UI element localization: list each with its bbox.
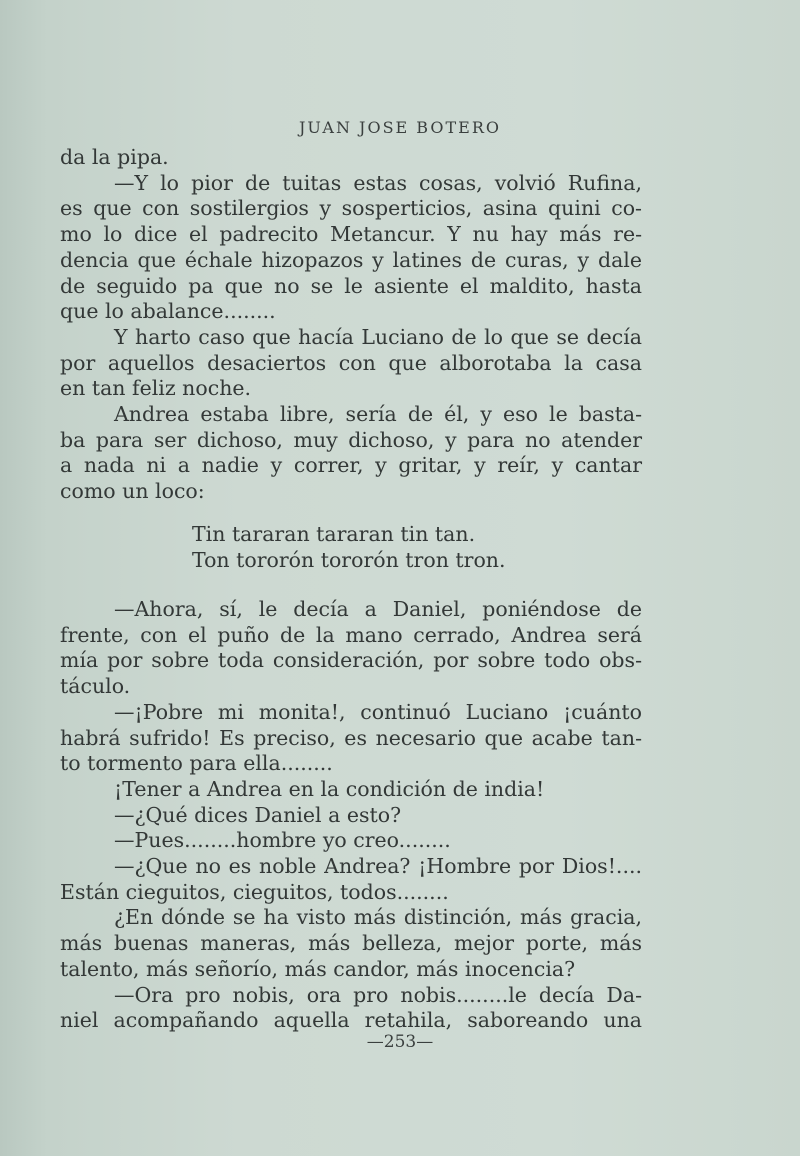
text-line: de seguido pa que no se le asiente el maldito, hasta xyxy=(60,273,642,298)
page-number: —253— xyxy=(366,1032,434,1052)
text-line: da la pipa. xyxy=(60,145,169,169)
text-line: a nada ni a nadie y correr, y gritar, y reír, y cantar xyxy=(60,453,642,478)
text-line: niel acompañando aquella retahila, saboreando una xyxy=(60,1008,642,1033)
text-line: —¿Que no es noble Andrea? ¡Hombre por Dios!.... xyxy=(114,854,642,879)
text-line: mía por sobre toda consideración, por sobre todo obs- xyxy=(60,648,642,673)
text-line: ba para ser dichoso, muy dichoso, y para no atender xyxy=(60,427,642,452)
text-line: —¿Qué dices Daniel a esto? xyxy=(114,802,402,827)
text-line: Y harto caso que hacía Luciano de lo que se decía xyxy=(114,324,642,349)
text-line: táculo. xyxy=(60,674,131,699)
text-line: más buenas maneras, más belleza, mejor porte, más xyxy=(60,931,642,956)
text-line: que lo abalance........ xyxy=(60,299,276,324)
text-line: —Y lo pior de tuitas estas cosas, volvió Rufina, xyxy=(114,170,642,195)
verse-line: Ton tororón tororón tron tron. xyxy=(192,547,506,572)
verse-line: Tin tararan tararan tin tan. xyxy=(192,522,476,546)
text-block-bottom xyxy=(60,597,642,1034)
text-line: talento, más señorío, más candor, más inocencia? xyxy=(60,956,576,981)
text-line: habrá sufrido! Es preciso, es necesario que acabe tan- xyxy=(60,725,642,750)
text-line: por aquellos desaciertos con que alborotaba la casa xyxy=(60,350,642,375)
text-line: —Pues........hombre yo creo........ xyxy=(114,828,451,853)
text-block-top xyxy=(60,145,642,505)
text-line: como un loco: xyxy=(60,479,205,504)
text-line: —Ora pro nobis, ora pro nobis........le decía Da- xyxy=(114,982,642,1007)
text-line: es que con sostilergios y sosperticios, asina quini co- xyxy=(60,196,642,221)
text-line: mo lo dice el padrecito Metancur. Y nu hay más re- xyxy=(60,222,642,247)
text-line: ¡Tener a Andrea en la condición de india! xyxy=(114,776,545,801)
text-line: dencia que échale hizopazos y latines de curas, y dale xyxy=(60,247,642,272)
text-line: —Ahora, sí, le decía a Daniel, poniéndose de xyxy=(114,597,642,621)
text-line: Están cieguitos, cieguitos, todos........ xyxy=(60,879,449,904)
verse-block xyxy=(192,522,506,573)
text-line: Andrea estaba libre, sería de él, y eso le basta- xyxy=(114,402,642,427)
text-line: frente, con el puño de la mano cerrado, Andrea será xyxy=(60,622,642,647)
text-line: en tan feliz noche. xyxy=(60,376,252,401)
running-header: JUAN JOSE BOTERO xyxy=(299,118,501,137)
text-line: to tormento para ella........ xyxy=(60,751,333,776)
text-line: ¿En dónde se ha visto más distinción, más gracia, xyxy=(114,905,642,930)
text-line: —¡Pobre mi monita!, continuó Luciano ¡cuánto xyxy=(114,699,642,724)
